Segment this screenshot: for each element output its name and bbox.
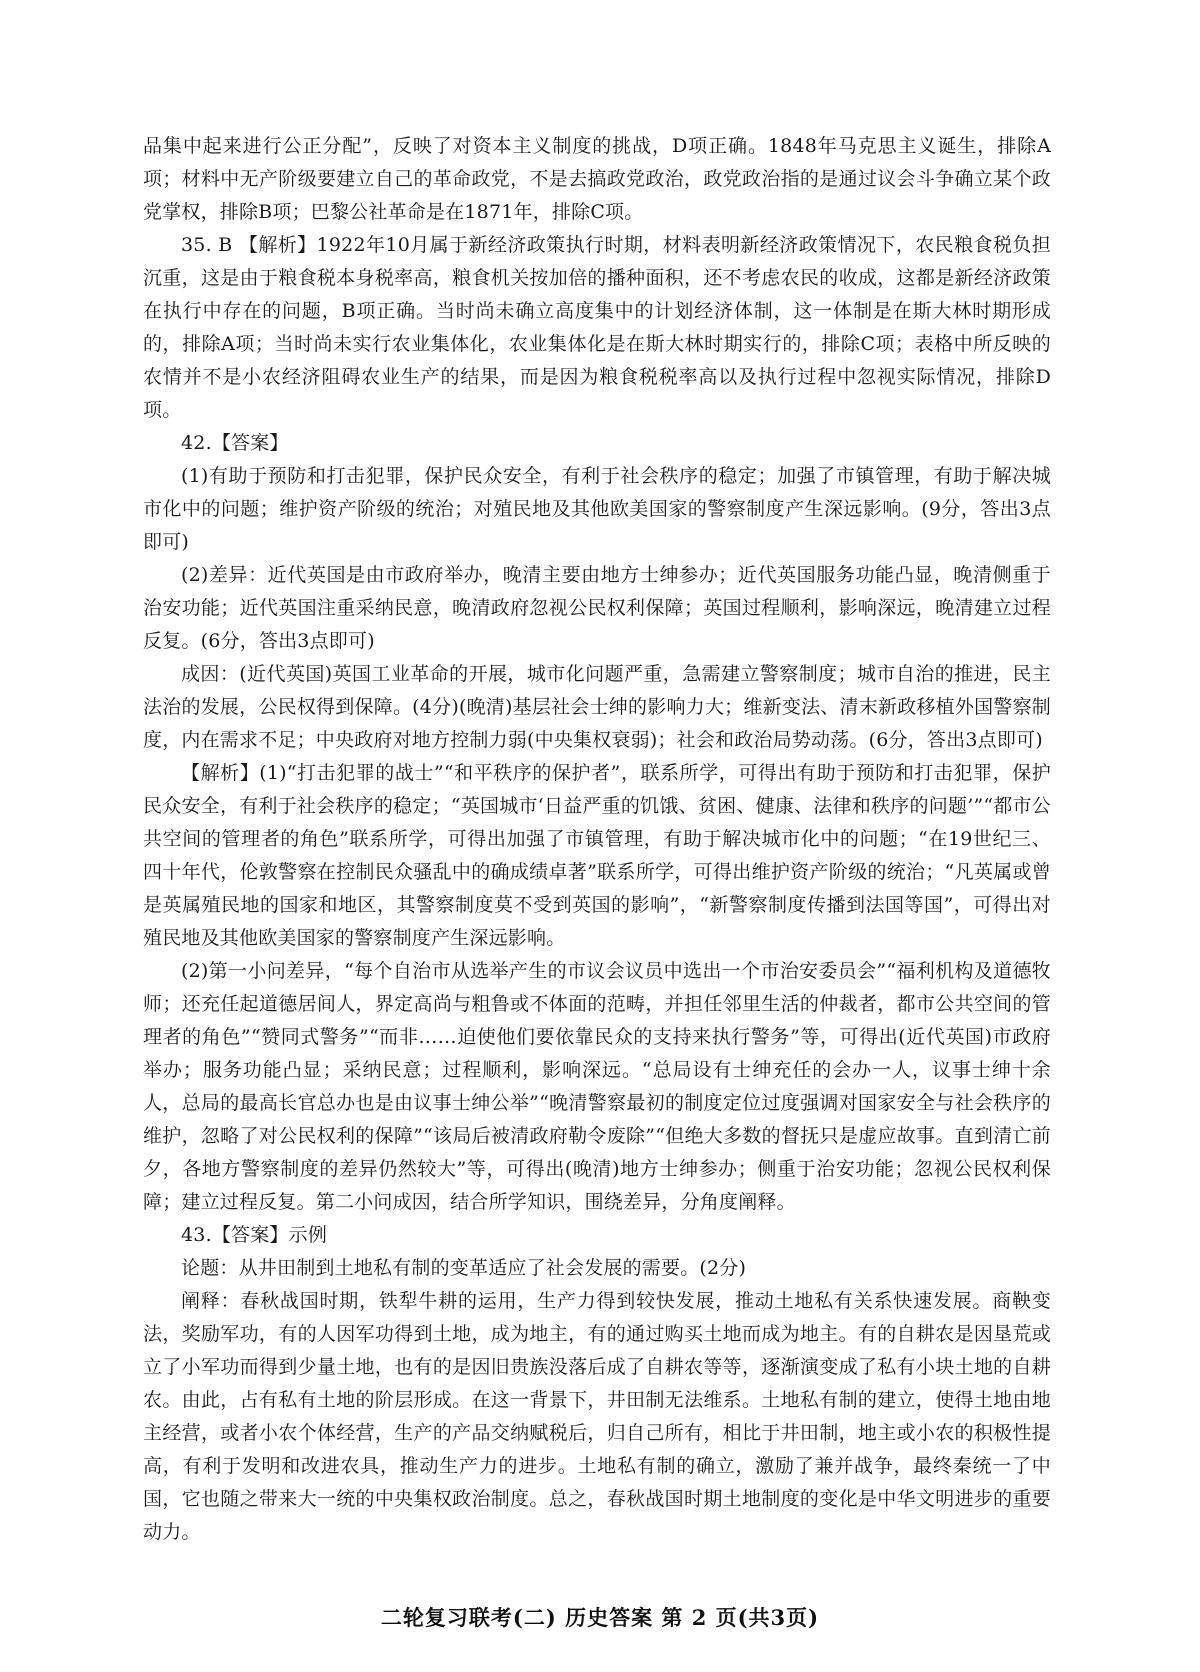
paragraph-42-part1: (1)有助于预防和打击犯罪，保护民众安全，有利于社会秩序的稳定；加强了市镇管理，有助于解决城市化中的问题；维护资产阶级的统治；对殖民地及其他欧美国家的警察制度产生深远影响。(9分，答出3点即可) — [143, 465, 1051, 553]
paragraph-43-explanation: 阐释：春秋战国时期，铁犁牛耕的运用，生产力得到较快发展，推动土地私有关系快速发展。商鞅变法，奖励军功，有的人因军功得到土地，成为地主，有的通过购买土地而成为地主。有的自耕农是因垦荒或立了小军功而得到少量土地，也有的是因旧贵族没落后成了自耕农等等，逐渐演变成了私有小块土地的自耕农。由此，占有私有土地的阶层形成。在这一背景下，井田制无法维系。土地私有制的建立，使得土地由地主经营，或者小农个体经营，生产的产品交纳赋税后，归自己所有，相比于井田制，地主或小农的积极性提高，有利于发明和改进农具，推动生产力的进步。土地私有制的确立，激励了兼并战争，最终秦统一了中国，它也随之带来大一统的中央集权政治制度。总之，春秋战国时期土地制度的变化是中华文明进步的重要动力。 — [143, 1290, 1051, 1543]
paragraph-42-part2-differences: (2)差异：近代英国是由市政府举办，晚清主要由地方士绅参办；近代英国服务功能凸显，晚清侧重于治安功能；近代英国注重采纳民意，晚清政府忽视公民权利保障；英国过程顺利，影响深远，晚清建立过程反复。(6分，答出3点即可) — [143, 564, 1051, 652]
heading-43-answer: 43.【答案】示例 — [181, 1224, 328, 1246]
paragraph-42-analysis-2: (2)第一小问差异，“每个自治市从选举产生的市议会议员中选出一个市治安委员会”“福利机构及道德牧师；还充任起道德居间人，界定高尚与粗鲁或不体面的范畴，并担任邻里生活的仲裁者，都市公共空间的管理者的角色”“赞同式警务”“而非……迫使他们要依靠民众的支持来执行警务”等，可得出(近代英国)市政府举办；服务功能凸显；采纳民意；过程顺利，影响深远。“总局设有士绅充任的会办一人，议事士绅十余人，总局的最高长官总办也是由议事士绅公举”“晚清警察最初的制度定位过度强调对国家安全与社会秩序的维护，忽略了对公民权利的保障”“该局后被清政府勒令废除”“但绝大多数的督抚只是虚应故事。直到清亡前夕，各地方警察制度的差异仍然较大”等，可得出(晚清)地方士绅参办；侧重于治安功能；忽视公民权利保障；建立过程反复。第二小问成因，结合所学知识，围绕差异，分角度阐释。 — [143, 960, 1051, 1213]
paragraph-34-continued: 品集中起来进行公正分配”，反映了对资本主义制度的挑战，D项正确。1848年马克思主义诞生，排除A项；材料中无产阶级要建立自己的革命政党，不是去搞政党政治，政党政治指的是通过议会斗争确立某个政党掌权，排除B项；巴黎公社革命是在1871年，排除C项。 — [143, 135, 1051, 223]
heading-42-answer: 42.【答案】 — [181, 432, 289, 454]
paragraph-42-part2-causes: 成因：(近代英国)英国工业革命的开展，城市化问题严重，急需建立警察制度；城市自治的推进，民主法治的发展，公民权得到保障。(4分)(晚清)基层社会士绅的影响力大；维新变法、清末新政移植外国警察制度，内在需求不足；中央政府对地方控制力弱(中央集权衰弱)；社会和政治局势动荡。(6分，答出3点即可) — [143, 663, 1051, 751]
answer-document — [143, 130, 1051, 1549]
page-footer: 二轮复习联考(二) 历史答案 第 2 页(共3页) — [380, 1605, 820, 1630]
paragraph-43-thesis: 论题：从井田制到土地私有制的变革适应了社会发展的需要。(2分) — [181, 1257, 747, 1279]
paragraph-42-analysis-1: 【解析】(1)“打击犯罪的战士”“和平秩序的保护者”，联系所学，可得出有助于预防和打击犯罪，保护民众安全，有利于社会秩序的稳定；“英国城市‘日益严重的饥饿、贫困、健康、法律和秩序的问题’”“都市公共空间的管理者的角色”联系所学，可得出加强了市镇管理，有助于解决城市化中的问题；“在19世纪三、四十年代，伦敦警察在控制民众骚乱中的确成绩卓著”联系所学，可得出维护资产阶级的统治；“凡英属或曾是英属殖民地的国家和地区，其警察制度莫不受到英国的影响”，“新警察制度传播到法国等国”，可得出对殖民地及其他欧美国家的警察制度产生深远影响。 — [143, 762, 1051, 949]
paragraph-35-analysis: 35. B 【解析】1922年10月属于新经济政策执行时期，材料表明新经济政策情况下，农民粮食税负担沉重，这是由于粮食税本身税率高，粮食机关按加倍的播种面积，还不考虑农民的收成，这都是新经济政策在执行中存在的问题，B项正确。当时尚未确立高度集中的计划经济体制，这一体制是在斯大林时期形成的，排除A项；当时尚未实行农业集体化，农业集体化是在斯大林时期实行的，排除C项；表格中所反映的农情并不是小农经济阻碍农业生产的结果，而是因为粮食税税率高以及执行过程中忽视实际情况，排除D项。 — [143, 234, 1051, 421]
